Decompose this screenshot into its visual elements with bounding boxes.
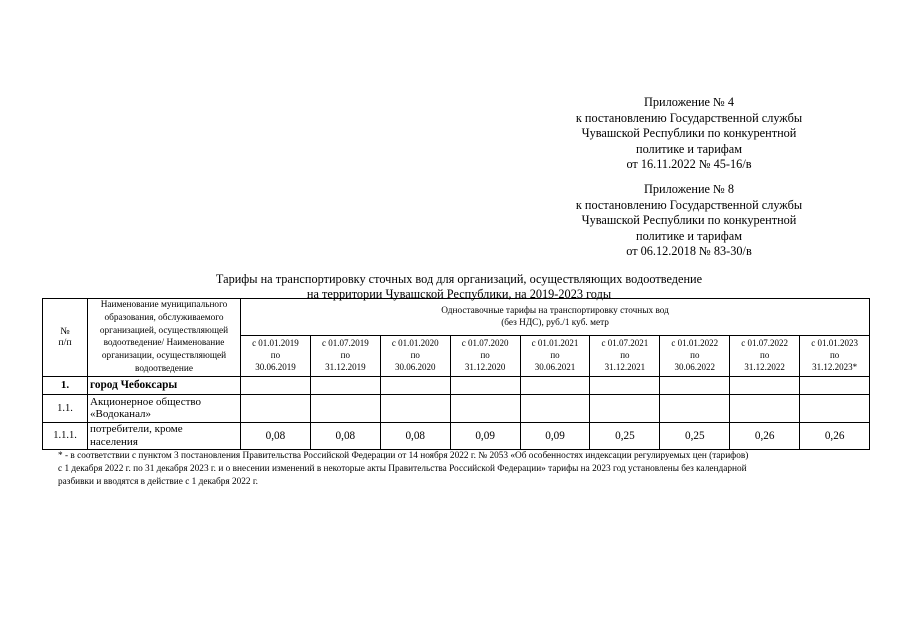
row-number: 1. (43, 376, 88, 394)
appendix-original-line: от 06.12.2018 № 83-30/в (626, 244, 752, 259)
tariff-value-cell: 0,08 (241, 422, 311, 449)
tariff-value-cell: 0,08 (310, 422, 380, 449)
tariff-value-cell (380, 376, 450, 394)
footnote-line: * - в соответствии с пунктом 3 постановления Правительства Российской Федерации от 14 ноября 2022 г. № 2053 «Об особенностях индексации регулируемых цен (тарифов) (58, 451, 749, 461)
period-header-cell (520, 335, 590, 376)
period-line: 30.06.2019 (255, 361, 296, 372)
row-number: 1.1.1. (43, 422, 88, 449)
appendix-original-line: Приложение № 8 (643, 182, 735, 196)
table-row-city (43, 376, 870, 394)
header-text-line: № (60, 325, 70, 337)
period-header-cell (800, 335, 870, 376)
appendix-current-line: Чувашской Республики по конкурентной (581, 126, 797, 141)
footnote-line: с 1 декабря 2022 г. по 31 декабря 2023 г. и о внесении изменений в некоторые акты Правительства Российской Федерации» тарифы на 2023 год установлены без календарной (58, 464, 747, 474)
header-tariff-group-cell (241, 299, 870, 336)
period-line: с 01.01.2019 (252, 338, 299, 349)
appendix-current-line: Приложение № 4 (643, 95, 735, 109)
tariff-value-cell: 0,09 (520, 422, 590, 449)
header-text-line: (без НДС), руб./1 куб. метр (501, 317, 609, 328)
header-name-cell (88, 299, 241, 377)
tariff-value-cell (590, 376, 660, 394)
row-name: город Чебоксары (88, 376, 241, 394)
tariff-value-cell (660, 394, 730, 422)
tariff-value-cell (800, 376, 870, 394)
row-name-line: населения (90, 435, 138, 448)
header-text-line: образования, обслуживаемого (104, 312, 224, 323)
period-line: с 01.01.2023 (811, 338, 858, 349)
period-line: с 01.01.2022 (671, 338, 719, 349)
period-line: 31.12.2020 (464, 361, 506, 372)
tariff-value-cell: 0,26 (730, 422, 800, 449)
period-line: по (340, 349, 350, 360)
tariff-value-cell (241, 376, 311, 394)
document-title-line: Тарифы на транспортировку сточных вод для организаций, осуществляющих водоотведение (215, 272, 703, 286)
row-name (88, 422, 241, 449)
tariff-value-cell (730, 394, 800, 422)
table-row-organization (43, 394, 870, 422)
footnote-line: разбивки и вводятся в действие с 1 декабря 2022 г. (58, 477, 258, 487)
period-header-cell (730, 335, 800, 376)
period-line: с 01.07.2020 (461, 338, 509, 349)
header-text-line: организации, осуществляющей (101, 351, 227, 362)
period-line: с 01.07.2022 (741, 338, 789, 349)
period-line: по (410, 349, 420, 360)
tariff-value-cell: 0,09 (450, 422, 520, 449)
row-name-line: Акционерное общество (90, 395, 202, 408)
row-name (88, 394, 241, 422)
tariff-value-cell: 0,25 (590, 422, 660, 449)
tariff-value-cell (520, 376, 590, 394)
tariff-value-cell (520, 394, 590, 422)
header-text-line: организацией, осуществляющей (99, 325, 229, 336)
header-text-line: водоотведение (135, 363, 193, 374)
tariff-value-cell (590, 394, 660, 422)
header-text-line: водоотведение/ Наименование (103, 338, 225, 349)
tariff-value-cell (730, 376, 800, 394)
row-name-line: потребители, кроме (90, 423, 183, 436)
period-line: по (270, 349, 281, 360)
period-header-cell (310, 335, 380, 376)
tariff-value-cell (450, 376, 520, 394)
header-text-line: Одноставочные тарифы на транспортировку сточных вод (441, 305, 669, 316)
period-line: 30.06.2021 (534, 361, 576, 372)
period-header-cell (450, 335, 520, 376)
row-name-line: «Водоканал» (90, 408, 152, 421)
tariff-table (42, 298, 870, 450)
period-line: 31.12.2019 (325, 361, 366, 372)
tariff-value-cell (380, 394, 450, 422)
tariff-value-cell: 0,26 (800, 422, 870, 449)
period-line: по (480, 349, 490, 360)
header-text-line: Наименование муниципального (100, 300, 228, 310)
period-line: по (620, 349, 630, 360)
tariff-value-cell: 0,25 (660, 422, 730, 449)
tariff-value-cell (310, 376, 380, 394)
tariff-value-cell (450, 394, 520, 422)
period-line: с 01.01.2021 (531, 338, 579, 349)
period-line: с 01.07.2019 (321, 338, 369, 349)
header-number-cell (43, 299, 88, 377)
period-header-cell (590, 335, 660, 376)
appendix-original-block (560, 182, 818, 260)
period-header-cell (241, 335, 311, 376)
period-line: 31.12.2021 (604, 361, 646, 372)
period-line: 30.06.2022 (674, 361, 716, 372)
tariff-value-cell (800, 394, 870, 422)
period-line: с 01.07.2021 (601, 338, 649, 349)
period-line: 31.12.2023* (812, 361, 858, 372)
appendix-original-line: Чувашской Республики по конкурентной (581, 213, 797, 228)
period-line: 30.06.2020 (394, 361, 436, 372)
period-line: 31.12.2022 (744, 361, 785, 372)
header-text-line: п/п (58, 337, 72, 349)
tariff-value-cell (241, 394, 311, 422)
period-line: по (760, 349, 770, 360)
period-line: по (829, 349, 840, 360)
period-header-cell (660, 335, 730, 376)
footnote (58, 450, 870, 489)
tariff-value-cell: 0,08 (380, 422, 450, 449)
table-row-consumers (43, 422, 870, 449)
period-header-cell (380, 335, 450, 376)
appendix-current-line: к постановлению Государственной службы (575, 110, 803, 125)
appendix-original-line: политике и тарифам (635, 228, 742, 243)
tariff-value-cell (310, 394, 380, 422)
period-line: по (550, 349, 560, 360)
period-line: по (690, 349, 700, 360)
tariff-value-cell (660, 376, 730, 394)
appendix-current-line: от 16.11.2022 № 45-16/в (626, 157, 752, 172)
header-row (43, 299, 870, 336)
appendix-current-line: политике и тарифам (635, 141, 742, 156)
document-title-line: на территории Чувашской Республики, на 2019-2023 годы (306, 286, 612, 301)
appendix-current-block (560, 95, 818, 173)
row-number: 1.1. (43, 394, 88, 422)
appendix-original-line: к постановлению Государственной службы (575, 197, 803, 212)
period-line: с 01.01.2020 (391, 338, 439, 349)
